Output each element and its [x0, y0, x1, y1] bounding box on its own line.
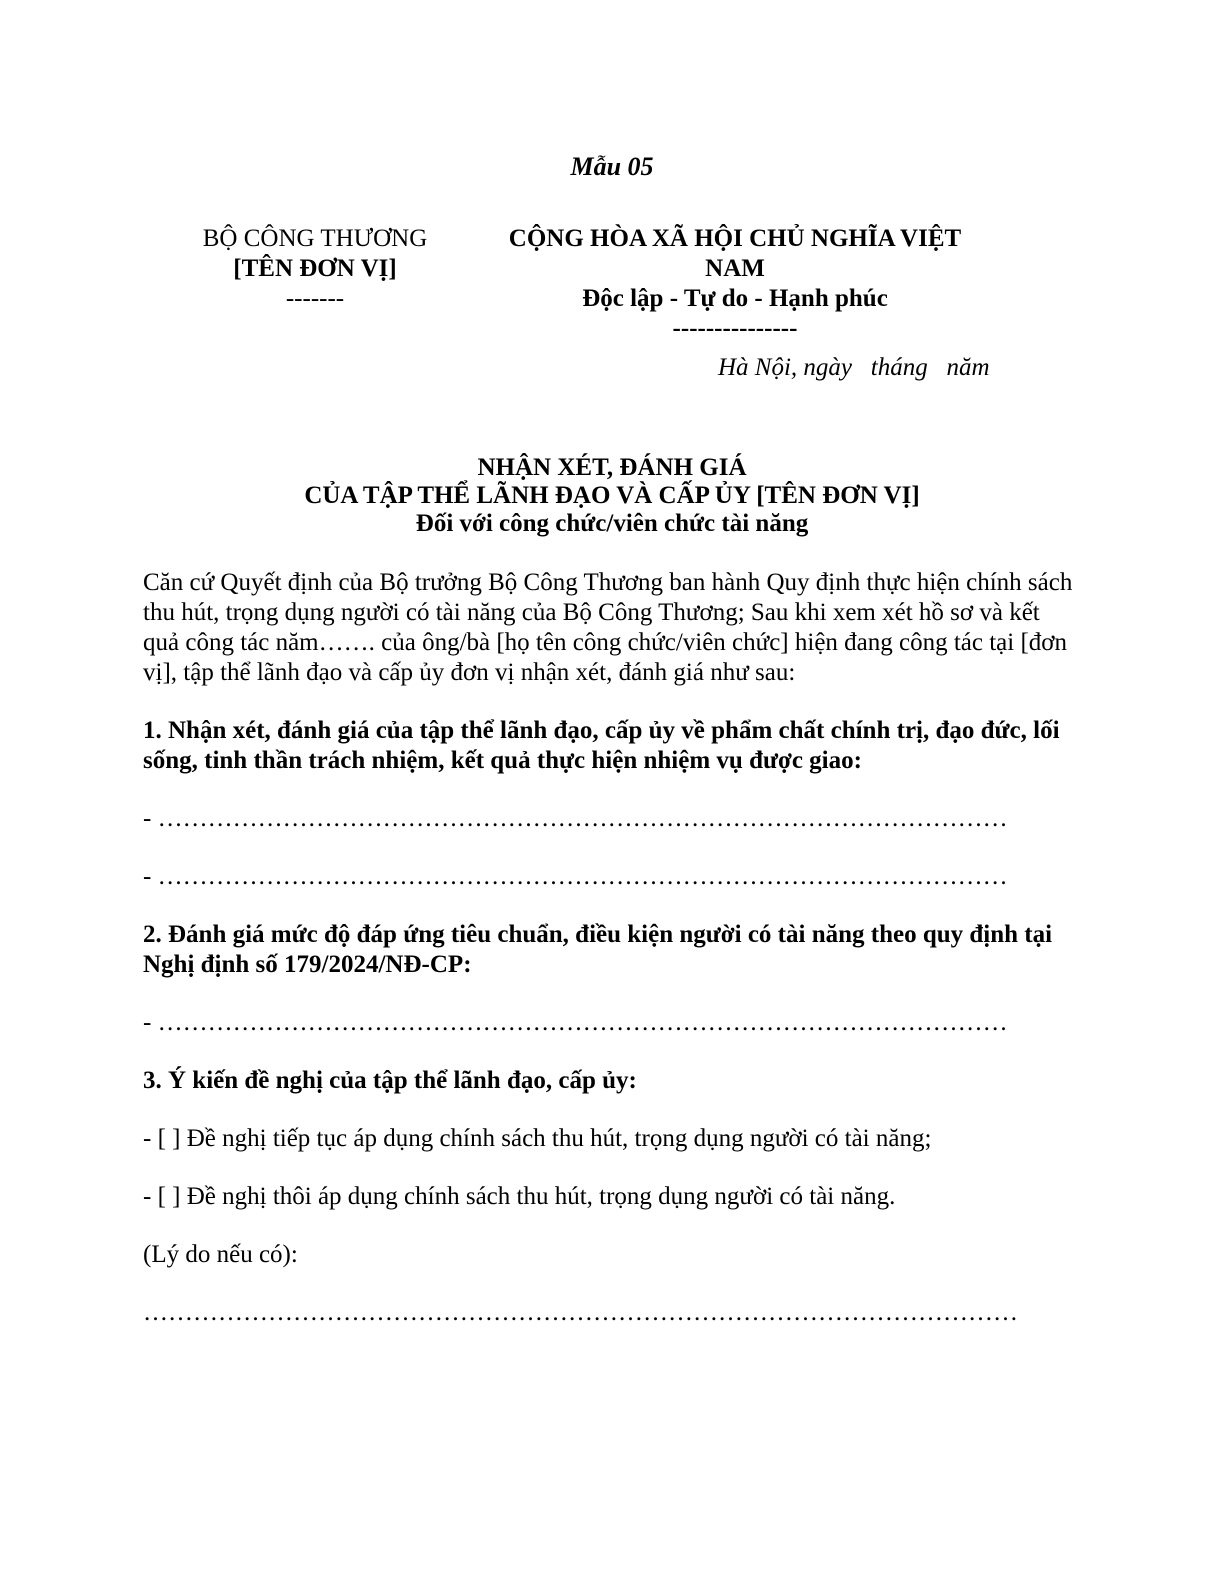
- national-motto: Độc lập - Tự do - Hạnh phúc: [582, 285, 888, 312]
- title-line3: Đối với công chức/viên chức tài năng: [415, 510, 809, 537]
- date-line: Hà Nội, ngày tháng năm: [718, 354, 990, 381]
- section3-option-continue: - [ ] Đề nghị tiếp tục áp dụng chính sách thu hút, trọng dụng người có tài năng;: [143, 1125, 932, 1152]
- section3-heading: 3. Ý kiến đề nghị của tập thể lãnh đạo, cấp ủy:: [143, 1067, 637, 1094]
- reason-label: (Lý do nếu có):: [143, 1241, 298, 1268]
- document-body: [143, 568, 1073, 1328]
- country-name-line2: NAM: [705, 255, 765, 282]
- country-name-line1: CỘNG HÒA XÃ HỘI CHỦ NGHĨA VIỆT: [508, 225, 962, 252]
- section2-fill-line1: - …………………………………………………………………………………………: [143, 1009, 1008, 1036]
- header-left-divider: -------: [285, 285, 345, 312]
- section2-heading: 2. Đánh giá mức độ đáp ứng tiêu chuẩn, điều kiện người có tài năng theo quy định tại Nghị định số 179/2024/NĐ-CP:: [143, 921, 1053, 978]
- section1-heading: 1. Nhận xét, đánh giá của tập thể lãnh đạo, cấp ủy về phẩm chất chính trị, đạo đức, lối sống, tinh thần trách nhiệm, kết quả thực hiện nhiệm vụ được giao:: [143, 717, 1060, 774]
- header-left: [150, 224, 480, 314]
- reason-fill-line: ……………………………………………………………………………………………: [143, 1299, 1018, 1326]
- ministry-name: BỘ CÔNG THƯƠNG: [202, 225, 428, 252]
- section1-fill-line1: - …………………………………………………………………………………………: [143, 805, 1008, 832]
- title-line2: CỦA TẬP THỂ LÃNH ĐẠO VÀ CẤP ỦY [TÊN ĐƠN VỊ]: [304, 482, 920, 509]
- section3-option-stop: - [ ] Đề nghị thôi áp dụng chính sách thu hút, trọng dụng người có tài năng.: [143, 1183, 896, 1210]
- title-line1: NHẬN XÉT, ĐÁNH GIÁ: [477, 454, 747, 481]
- document-title: [0, 454, 1224, 538]
- section1-fill-line2: - …………………………………………………………………………………………: [143, 863, 1008, 890]
- form-code: Mẫu 05: [570, 152, 654, 181]
- unit-name: [TÊN ĐƠN VỊ]: [233, 255, 397, 282]
- header-right: [470, 224, 1000, 344]
- header-right-divider: ---------------: [672, 315, 798, 342]
- intro-paragraph: Căn cứ Quyết định của Bộ trưởng Bộ Công Thương ban hành Quy định thực hiện chính sách thu hút, trọng dụng người có tài năng của Bộ Công Thương; Sau khi xem xét hồ sơ và kết quả công tác năm……. của ông/bà [họ tên công chức/viên chức] hiện đang công tác tại [đơn vị], tập thể lãnh đạo và cấp ủy đơn vị nhận xét, đánh giá như sau:: [143, 569, 1073, 686]
